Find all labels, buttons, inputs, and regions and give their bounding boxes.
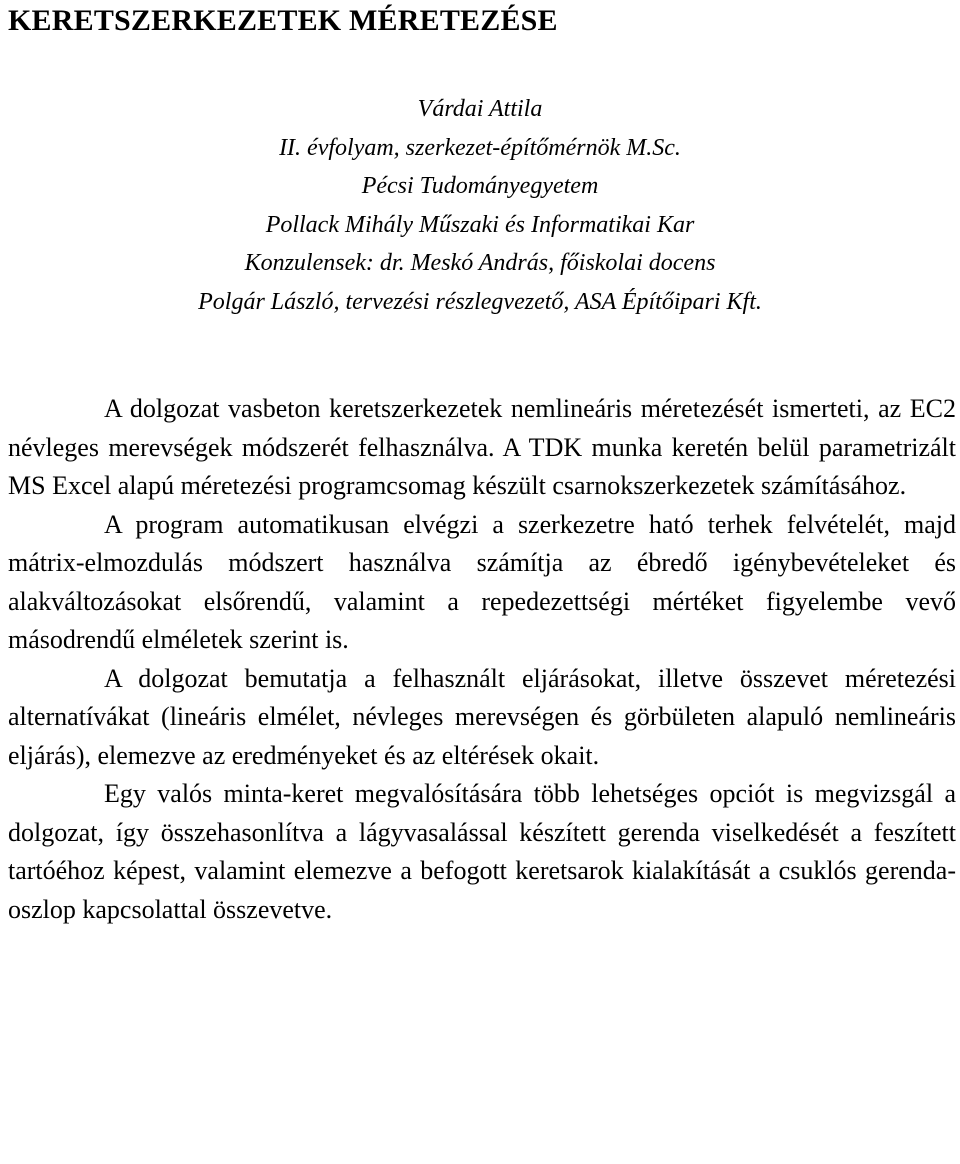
consultant-line-2: Polgár László, tervezési részlegvezető, ASA Építőipari Kft.	[198, 288, 762, 315]
author-block	[0, 90, 960, 322]
author-faculty: Pollack Mihály Műszaki és Informatikai Kar	[265, 211, 695, 238]
author-name: Várdai Attila	[417, 96, 543, 122]
abstract-paragraph-3: A dolgozat bemutatja a felhasznált eljárásokat, illetve összevet méretezési alternatívákat (lineáris elmélet, névleges merevségen és görbületen alapuló nemlineáris eljárás), elemezve az eredményeket és az eltérések okait.	[8, 663, 956, 770]
abstract-paragraph-1: A dolgozat vasbeton keretszerkezetek nemlineáris méretezését ismerteti, az EC2 névleges merevségek módszerét felhasználva. A TDK munka keretén belül parametrizált MS Excel alapú méretezési programcsomag készült csarnokszerkezetek számításához.	[8, 394, 956, 500]
consultant-line-1: Konzulensek: dr. Meskó András, főiskolai docens	[244, 250, 716, 277]
author-university: Pécsi Tudományegyetem	[361, 173, 599, 200]
abstract	[8, 390, 956, 929]
abstract-paragraph-4: Egy valós minta-keret megvalósítására több lehetséges opciót is megvizsgál a dolgozat, így összehasonlítva a lágyvasalással készített gerenda viselkedését a feszített tartóéhoz képest, valamint elemezve a befogott keretsarok kialakítását a csuklós gerenda-oszlop kapcsolattal összevetve.	[8, 779, 956, 924]
abstract-paragraph-2: A program automatikusan elvégzi a szerkezetre ható terhek felvételét, majd mátrix-elmozdulás módszert használva számítja az ébredő igénybevételeket és alakváltozásokat elsőrendű, valamint a repedezettségi mértéket figyelembe vevő másodrendű elméletek szerint is.	[8, 509, 956, 654]
paper-title: KERETSZERKEZETEK MÉRETEZÉSE	[8, 4, 558, 37]
author-year: II. évfolyam, szerkezet-építőmérnök M.Sc.	[279, 134, 681, 161]
